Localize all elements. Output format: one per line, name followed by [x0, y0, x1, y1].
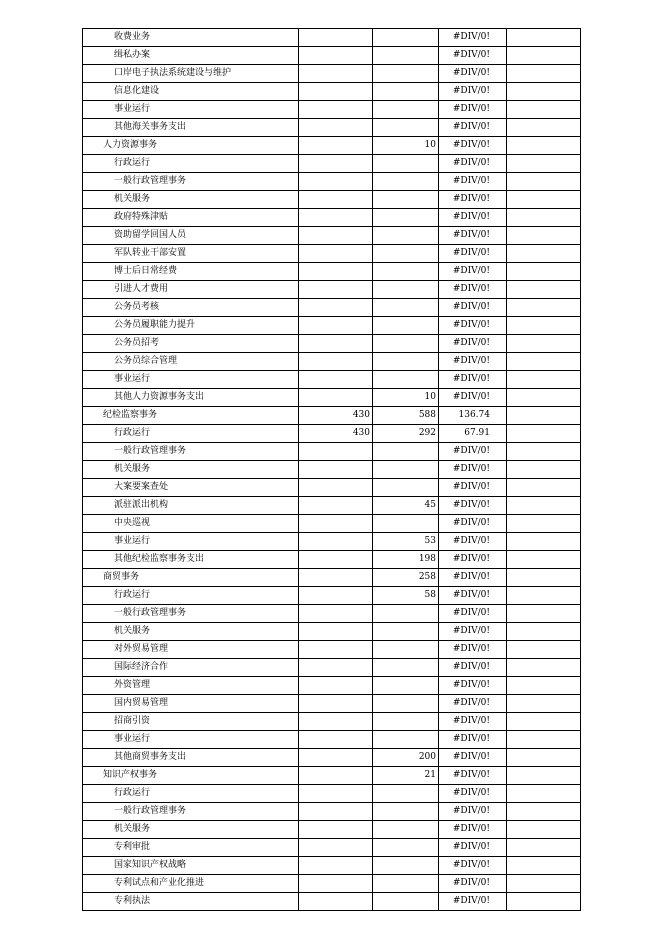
actual-value-cell — [373, 857, 439, 875]
percentage-cell: #DIV/0! — [439, 155, 507, 173]
percentage-cell: #DIV/0! — [439, 605, 507, 623]
empty-cell — [507, 803, 581, 821]
actual-value-cell — [373, 659, 439, 677]
empty-cell — [507, 479, 581, 497]
budget-value-cell — [299, 857, 373, 875]
table-row — [83, 677, 581, 695]
percentage-cell: #DIV/0! — [439, 857, 507, 875]
budget-table-body — [83, 29, 581, 911]
actual-value-cell — [373, 623, 439, 641]
empty-cell — [507, 155, 581, 173]
budget-value-cell — [299, 785, 373, 803]
percentage-cell: #DIV/0! — [439, 497, 507, 515]
empty-cell — [507, 875, 581, 893]
actual-value-cell — [373, 353, 439, 371]
budget-value-cell — [299, 587, 373, 605]
item-name-cell: 事业运行 — [83, 731, 299, 749]
table-row — [83, 479, 581, 497]
budget-value-cell: 430 — [299, 407, 373, 425]
table-row — [83, 335, 581, 353]
table-row — [83, 425, 581, 443]
empty-cell — [507, 659, 581, 677]
item-name-cell: 对外贸易管理 — [83, 641, 299, 659]
item-name-cell: 外资管理 — [83, 677, 299, 695]
actual-value-cell — [373, 209, 439, 227]
percentage-cell: #DIV/0! — [439, 299, 507, 317]
actual-value-cell — [373, 47, 439, 65]
empty-cell — [507, 47, 581, 65]
actual-value-cell — [373, 443, 439, 461]
empty-cell — [507, 515, 581, 533]
item-name-cell: 军队转业干部安置 — [83, 245, 299, 263]
actual-value-cell — [373, 677, 439, 695]
budget-value-cell — [299, 893, 373, 911]
table-row — [83, 317, 581, 335]
table-row — [83, 29, 581, 47]
empty-cell — [507, 227, 581, 245]
percentage-cell: #DIV/0! — [439, 569, 507, 587]
budget-value-cell — [299, 839, 373, 857]
budget-value-cell — [299, 497, 373, 515]
actual-value-cell: 198 — [373, 551, 439, 569]
budget-value-cell — [299, 137, 373, 155]
actual-value-cell: 258 — [373, 569, 439, 587]
empty-cell — [507, 83, 581, 101]
empty-cell — [507, 101, 581, 119]
table-row — [83, 713, 581, 731]
actual-value-cell: 45 — [373, 497, 439, 515]
budget-value-cell — [299, 695, 373, 713]
empty-cell — [507, 587, 581, 605]
percentage-cell: #DIV/0! — [439, 533, 507, 551]
percentage-cell: #DIV/0! — [439, 641, 507, 659]
empty-cell — [507, 299, 581, 317]
empty-cell — [507, 569, 581, 587]
table-row — [83, 47, 581, 65]
actual-value-cell — [373, 713, 439, 731]
item-name-cell: 人力资源事务 — [83, 137, 299, 155]
budget-value-cell — [299, 155, 373, 173]
empty-cell — [507, 191, 581, 209]
item-name-cell: 纪检监察事务 — [83, 407, 299, 425]
actual-value-cell — [373, 65, 439, 83]
table-row — [83, 857, 581, 875]
actual-value-cell — [373, 281, 439, 299]
budget-value-cell — [299, 713, 373, 731]
percentage-cell: #DIV/0! — [439, 821, 507, 839]
percentage-cell: #DIV/0! — [439, 803, 507, 821]
item-name-cell: 其他人力资源事务支出 — [83, 389, 299, 407]
item-name-cell: 政府特殊津贴 — [83, 209, 299, 227]
item-name-cell: 公务员考核 — [83, 299, 299, 317]
table-row — [83, 443, 581, 461]
budget-value-cell — [299, 623, 373, 641]
item-name-cell: 事业运行 — [83, 371, 299, 389]
budget-value-cell — [299, 461, 373, 479]
percentage-cell: 67.91 — [439, 425, 507, 443]
item-name-cell: 行政运行 — [83, 155, 299, 173]
budget-value-cell — [299, 605, 373, 623]
empty-cell — [507, 317, 581, 335]
budget-value-cell — [299, 29, 373, 47]
budget-value-cell — [299, 317, 373, 335]
item-name-cell: 一般行政管理事务 — [83, 173, 299, 191]
budget-value-cell — [299, 353, 373, 371]
table-row — [83, 281, 581, 299]
item-name-cell: 一般行政管理事务 — [83, 605, 299, 623]
item-name-cell: 专利执法 — [83, 893, 299, 911]
actual-value-cell — [373, 191, 439, 209]
empty-cell — [507, 731, 581, 749]
item-name-cell: 其他纪检监察事务支出 — [83, 551, 299, 569]
actual-value-cell — [373, 821, 439, 839]
budget-value-cell — [299, 875, 373, 893]
table-row — [83, 551, 581, 569]
table-row — [83, 515, 581, 533]
actual-value-cell: 21 — [373, 767, 439, 785]
actual-value-cell — [373, 119, 439, 137]
item-name-cell: 国家知识产权战略 — [83, 857, 299, 875]
percentage-cell: #DIV/0! — [439, 389, 507, 407]
empty-cell — [507, 533, 581, 551]
budget-value-cell — [299, 47, 373, 65]
item-name-cell: 商贸事务 — [83, 569, 299, 587]
actual-value-cell: 292 — [373, 425, 439, 443]
table-row — [83, 785, 581, 803]
table-row — [83, 569, 581, 587]
table-row — [83, 749, 581, 767]
table-row — [83, 173, 581, 191]
percentage-cell: #DIV/0! — [439, 173, 507, 191]
budget-value-cell — [299, 65, 373, 83]
empty-cell — [507, 605, 581, 623]
table-row — [83, 407, 581, 425]
empty-cell — [507, 749, 581, 767]
percentage-cell: #DIV/0! — [439, 515, 507, 533]
actual-value-cell — [373, 155, 439, 173]
actual-value-cell: 10 — [373, 389, 439, 407]
budget-value-cell — [299, 83, 373, 101]
table-row — [83, 155, 581, 173]
item-name-cell: 资助留学回国人员 — [83, 227, 299, 245]
empty-cell — [507, 425, 581, 443]
percentage-cell: #DIV/0! — [439, 119, 507, 137]
budget-value-cell — [299, 443, 373, 461]
item-name-cell: 招商引资 — [83, 713, 299, 731]
budget-value-cell — [299, 767, 373, 785]
actual-value-cell — [373, 893, 439, 911]
empty-cell — [507, 29, 581, 47]
table-row — [83, 767, 581, 785]
budget-value-cell — [299, 191, 373, 209]
actual-value-cell — [373, 227, 439, 245]
budget-value-cell — [299, 533, 373, 551]
table-row — [83, 605, 581, 623]
percentage-cell: #DIV/0! — [439, 317, 507, 335]
percentage-cell: #DIV/0! — [439, 263, 507, 281]
actual-value-cell — [373, 731, 439, 749]
item-name-cell: 其他海关事务支出 — [83, 119, 299, 137]
budget-value-cell — [299, 245, 373, 263]
table-row — [83, 227, 581, 245]
percentage-cell: #DIV/0! — [439, 371, 507, 389]
budget-value-cell — [299, 803, 373, 821]
empty-cell — [507, 893, 581, 911]
budget-value-cell — [299, 299, 373, 317]
budget-value-cell — [299, 371, 373, 389]
actual-value-cell — [373, 299, 439, 317]
percentage-cell: #DIV/0! — [439, 551, 507, 569]
item-name-cell: 博士后日常经费 — [83, 263, 299, 281]
percentage-cell: #DIV/0! — [439, 461, 507, 479]
percentage-cell: #DIV/0! — [439, 785, 507, 803]
budget-value-cell: 430 — [299, 425, 373, 443]
table-row — [83, 587, 581, 605]
empty-cell — [507, 353, 581, 371]
empty-cell — [507, 281, 581, 299]
budget-value-cell — [299, 677, 373, 695]
item-name-cell: 中央巡视 — [83, 515, 299, 533]
budget-value-cell — [299, 479, 373, 497]
budget-value-cell — [299, 227, 373, 245]
percentage-cell: #DIV/0! — [439, 101, 507, 119]
empty-cell — [507, 389, 581, 407]
percentage-cell: #DIV/0! — [439, 137, 507, 155]
budget-value-cell — [299, 515, 373, 533]
table-row — [83, 659, 581, 677]
item-name-cell: 机关服务 — [83, 821, 299, 839]
percentage-cell: #DIV/0! — [439, 245, 507, 263]
budget-value-cell — [299, 173, 373, 191]
table-row — [83, 461, 581, 479]
table-row — [83, 209, 581, 227]
item-name-cell: 一般行政管理事务 — [83, 443, 299, 461]
budget-value-cell — [299, 821, 373, 839]
item-name-cell: 引进人才费用 — [83, 281, 299, 299]
item-name-cell: 行政运行 — [83, 785, 299, 803]
empty-cell — [507, 857, 581, 875]
actual-value-cell — [373, 335, 439, 353]
table-row — [83, 137, 581, 155]
empty-cell — [507, 551, 581, 569]
item-name-cell: 公务员履职能力提升 — [83, 317, 299, 335]
table-row — [83, 299, 581, 317]
empty-cell — [507, 767, 581, 785]
budget-value-cell — [299, 335, 373, 353]
actual-value-cell — [373, 371, 439, 389]
percentage-cell: #DIV/0! — [439, 335, 507, 353]
budget-value-cell — [299, 209, 373, 227]
actual-value-cell — [373, 461, 439, 479]
item-name-cell: 国内贸易管理 — [83, 695, 299, 713]
item-name-cell: 大案要案查处 — [83, 479, 299, 497]
actual-value-cell — [373, 173, 439, 191]
actual-value-cell — [373, 803, 439, 821]
percentage-cell: #DIV/0! — [439, 191, 507, 209]
percentage-cell: #DIV/0! — [439, 893, 507, 911]
item-name-cell: 国际经济合作 — [83, 659, 299, 677]
budget-value-cell — [299, 749, 373, 767]
budget-value-cell — [299, 551, 373, 569]
empty-cell — [507, 407, 581, 425]
table-row — [83, 245, 581, 263]
empty-cell — [507, 263, 581, 281]
table-row — [83, 641, 581, 659]
percentage-cell: #DIV/0! — [439, 353, 507, 371]
table-row — [83, 695, 581, 713]
budget-value-cell — [299, 641, 373, 659]
empty-cell — [507, 209, 581, 227]
table-row — [83, 101, 581, 119]
budget-value-cell — [299, 281, 373, 299]
table-row — [83, 371, 581, 389]
percentage-cell: #DIV/0! — [439, 839, 507, 857]
percentage-cell: #DIV/0! — [439, 227, 507, 245]
table-row — [83, 731, 581, 749]
actual-value-cell: 10 — [373, 137, 439, 155]
item-name-cell: 行政运行 — [83, 425, 299, 443]
empty-cell — [507, 65, 581, 83]
empty-cell — [507, 677, 581, 695]
item-name-cell: 口岸电子执法系统建设与维护 — [83, 65, 299, 83]
table-row — [83, 875, 581, 893]
percentage-cell: #DIV/0! — [439, 713, 507, 731]
percentage-cell: #DIV/0! — [439, 83, 507, 101]
item-name-cell: 专利审批 — [83, 839, 299, 857]
actual-value-cell — [373, 263, 439, 281]
percentage-cell: #DIV/0! — [439, 623, 507, 641]
actual-value-cell: 200 — [373, 749, 439, 767]
table-row — [83, 623, 581, 641]
actual-value-cell — [373, 695, 439, 713]
budget-value-cell — [299, 659, 373, 677]
empty-cell — [507, 443, 581, 461]
empty-cell — [507, 785, 581, 803]
actual-value-cell — [373, 605, 439, 623]
percentage-cell: #DIV/0! — [439, 281, 507, 299]
empty-cell — [507, 119, 581, 137]
percentage-cell: #DIV/0! — [439, 29, 507, 47]
percentage-cell: #DIV/0! — [439, 587, 507, 605]
actual-value-cell — [373, 515, 439, 533]
table-row — [83, 65, 581, 83]
empty-cell — [507, 623, 581, 641]
actual-value-cell — [373, 29, 439, 47]
percentage-cell: #DIV/0! — [439, 47, 507, 65]
table-row — [83, 263, 581, 281]
empty-cell — [507, 695, 581, 713]
percentage-cell: #DIV/0! — [439, 659, 507, 677]
empty-cell — [507, 335, 581, 353]
item-name-cell: 其他商贸事务支出 — [83, 749, 299, 767]
actual-value-cell: 53 — [373, 533, 439, 551]
table-row — [83, 821, 581, 839]
actual-value-cell — [373, 641, 439, 659]
actual-value-cell — [373, 245, 439, 263]
empty-cell — [507, 371, 581, 389]
item-name-cell: 机关服务 — [83, 191, 299, 209]
empty-cell — [507, 245, 581, 263]
actual-value-cell — [373, 101, 439, 119]
table-row — [83, 497, 581, 515]
percentage-cell: #DIV/0! — [439, 677, 507, 695]
percentage-cell: #DIV/0! — [439, 875, 507, 893]
table-row — [83, 803, 581, 821]
item-name-cell: 公务员招考 — [83, 335, 299, 353]
percentage-cell: #DIV/0! — [439, 479, 507, 497]
table-row — [83, 533, 581, 551]
item-name-cell: 一般行政管理事务 — [83, 803, 299, 821]
budget-table — [82, 28, 581, 911]
item-name-cell: 收费业务 — [83, 29, 299, 47]
item-name-cell: 知识产权事务 — [83, 767, 299, 785]
percentage-cell: 136.74 — [439, 407, 507, 425]
item-name-cell: 行政运行 — [83, 587, 299, 605]
percentage-cell: #DIV/0! — [439, 209, 507, 227]
table-row — [83, 893, 581, 911]
actual-value-cell: 588 — [373, 407, 439, 425]
actual-value-cell — [373, 479, 439, 497]
budget-value-cell — [299, 569, 373, 587]
empty-cell — [507, 137, 581, 155]
actual-value-cell — [373, 317, 439, 335]
actual-value-cell — [373, 83, 439, 101]
percentage-cell: #DIV/0! — [439, 65, 507, 83]
actual-value-cell: 58 — [373, 587, 439, 605]
percentage-cell: #DIV/0! — [439, 767, 507, 785]
budget-value-cell — [299, 389, 373, 407]
empty-cell — [507, 821, 581, 839]
item-name-cell: 派驻派出机构 — [83, 497, 299, 515]
table-row — [83, 389, 581, 407]
empty-cell — [507, 713, 581, 731]
budget-value-cell — [299, 731, 373, 749]
empty-cell — [507, 641, 581, 659]
budget-value-cell — [299, 119, 373, 137]
item-name-cell: 缉私办案 — [83, 47, 299, 65]
empty-cell — [507, 497, 581, 515]
actual-value-cell — [373, 875, 439, 893]
empty-cell — [507, 839, 581, 857]
item-name-cell: 专利试点和产业化推进 — [83, 875, 299, 893]
item-name-cell: 公务员综合管理 — [83, 353, 299, 371]
percentage-cell: #DIV/0! — [439, 749, 507, 767]
budget-value-cell — [299, 263, 373, 281]
item-name-cell: 机关服务 — [83, 461, 299, 479]
actual-value-cell — [373, 785, 439, 803]
actual-value-cell — [373, 839, 439, 857]
table-row — [83, 353, 581, 371]
table-row — [83, 839, 581, 857]
item-name-cell: 信息化建设 — [83, 83, 299, 101]
percentage-cell: #DIV/0! — [439, 731, 507, 749]
table-row — [83, 191, 581, 209]
budget-value-cell — [299, 101, 373, 119]
percentage-cell: #DIV/0! — [439, 443, 507, 461]
empty-cell — [507, 173, 581, 191]
empty-cell — [507, 461, 581, 479]
item-name-cell: 事业运行 — [83, 101, 299, 119]
item-name-cell: 事业运行 — [83, 533, 299, 551]
item-name-cell: 机关服务 — [83, 623, 299, 641]
percentage-cell: #DIV/0! — [439, 695, 507, 713]
table-row — [83, 83, 581, 101]
table-row — [83, 119, 581, 137]
